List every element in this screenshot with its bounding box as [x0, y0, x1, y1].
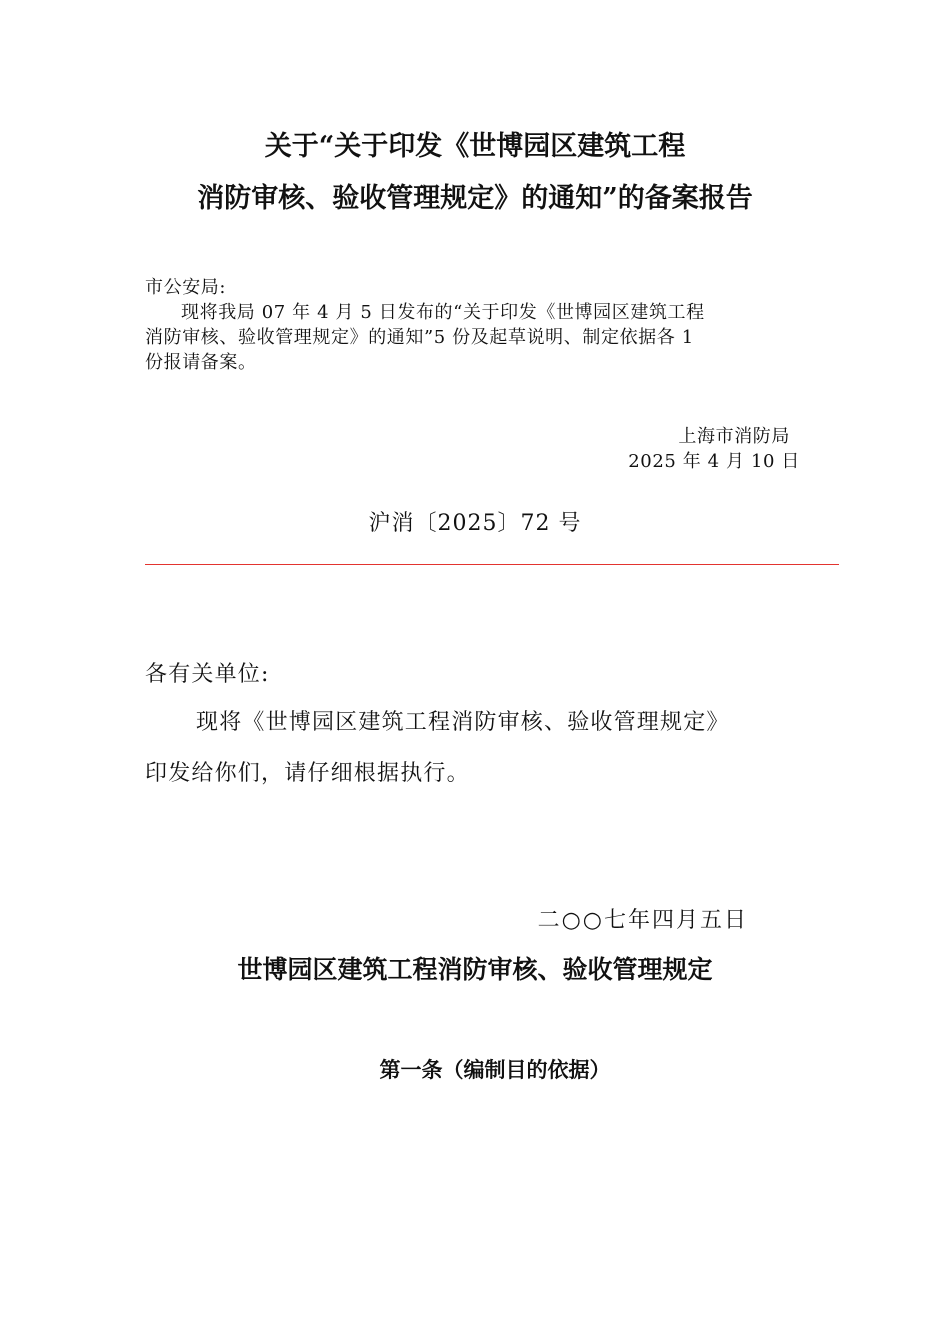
report-title-line-2: 消防审核、验收管理规定》的通知”的备案报告 — [197, 183, 753, 214]
report-title-line-1: 关于“关于印发《世博园区建筑工程 — [264, 131, 686, 162]
notice-body-line-1: 现将《世博园区建筑工程消防审核、验收管理规定》 — [196, 710, 730, 735]
notice-date: 二○○七年四月五日 — [537, 908, 748, 933]
report-date: 2025 年 4 月 10 日 — [628, 451, 800, 472]
report-body-line-2: 消防审核、验收管理规定》的通知”5 份及起草说明、制定依据各 1 — [145, 327, 694, 348]
report-body-line-1: 现将我局 07 年 4 月 5 日发布的“关于印发《世博园区建筑工程 — [181, 302, 705, 323]
notice-addressee: 各有关单位: — [145, 662, 270, 687]
regulation-title: 世博园区建筑工程消防审核、验收管理规定 — [237, 955, 713, 984]
document-number: 沪消〔2025〕72 号 — [368, 511, 582, 536]
report-body-line-3: 份报请备案。 — [145, 352, 257, 373]
red-separator-line — [145, 564, 839, 565]
report-addressee: 市公安局: — [145, 277, 227, 298]
notice-body-line-2: 印发给你们，请仔细根据执行。 — [145, 761, 470, 786]
article-heading: 第一条（编制目的依据） — [379, 1058, 611, 1082]
report-issuer: 上海市消防局 — [678, 426, 790, 447]
